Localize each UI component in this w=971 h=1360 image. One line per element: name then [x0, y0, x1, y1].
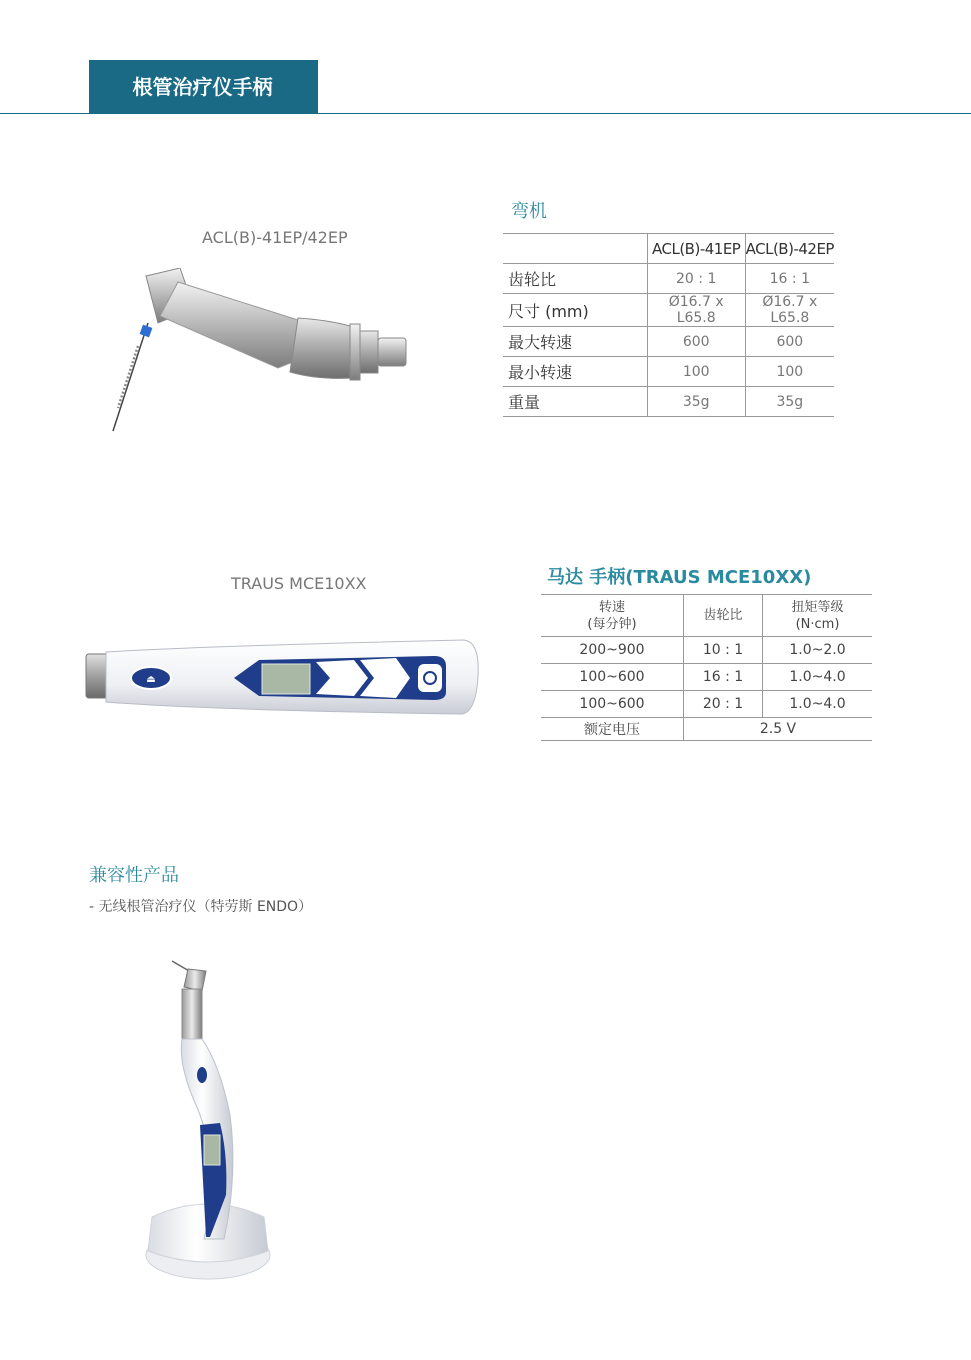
table-row [541, 664, 872, 691]
product1-table-title: 弯机 [511, 201, 547, 222]
table-cell: 100 [745, 357, 834, 387]
table-cell: 1.0~2.0 [763, 637, 873, 664]
motor-spec-table [541, 594, 872, 741]
product2-caption: TRAUS MCE10XX [231, 574, 367, 593]
compatible-item: - 无线根管治疗仪（特劳斯 ENDO） [89, 899, 313, 915]
column-header: ACL(B)-41EP [647, 234, 745, 264]
wireless-endo-device-image [140, 955, 275, 1285]
contra-angle-handpiece-image [108, 268, 413, 438]
torque-header-line2: (N·cm) [795, 616, 840, 632]
column-header [541, 595, 684, 637]
table-row [503, 387, 834, 417]
table-row [541, 718, 872, 741]
table-row [503, 294, 834, 327]
row-label: 最大转速 [503, 327, 647, 357]
table-row [541, 637, 872, 664]
compatible-title: 兼容性产品 [89, 865, 179, 886]
row-label: 重量 [503, 387, 647, 417]
column-header: ACL(B)-42EP [745, 234, 834, 264]
table-row [503, 357, 834, 387]
table-cell: 1.0~4.0 [763, 691, 873, 718]
product1-caption: ACL(B)-41EP/42EP [202, 228, 348, 247]
table-cell: 35g [647, 387, 745, 417]
product2-table-title: 马达 手柄(TRAUS MCE10XX) [547, 567, 812, 588]
row-label: 最小转速 [503, 357, 647, 387]
table-cell: 200~900 [541, 637, 684, 664]
voltage-label: 额定电压 [541, 718, 684, 741]
page-title: 根管治疗仪手柄 [89, 60, 318, 114]
motor-handpiece-image [84, 636, 481, 718]
table-cell: Ø16.7 x L65.8 [647, 294, 745, 327]
table-cell: 20 : 1 [684, 691, 763, 718]
table-row [541, 691, 872, 718]
voltage-value: 2.5 V [684, 718, 873, 741]
header-divider [0, 113, 971, 114]
table-cell: 100~600 [541, 691, 684, 718]
table-cell: 20 : 1 [647, 264, 745, 294]
table-row [541, 595, 872, 637]
table-cell: 1.0~4.0 [763, 664, 873, 691]
speed-header-line1: 转速 [598, 599, 625, 615]
table-row [503, 234, 834, 264]
table-cell: 100 [647, 357, 745, 387]
table-cell: 16 : 1 [684, 664, 763, 691]
table-row [503, 264, 834, 294]
table-cell: 35g [745, 387, 834, 417]
speed-header-line2: (每分钟) [587, 616, 637, 632]
column-header [763, 595, 873, 637]
table-cell: Ø16.7 x L65.8 [745, 294, 834, 327]
column-header: 齿轮比 [684, 595, 763, 637]
table-cell: 600 [647, 327, 745, 357]
row-label: 齿轮比 [503, 264, 647, 294]
table-row [503, 327, 834, 357]
table-cell: 100~600 [541, 664, 684, 691]
table-cell: 10 : 1 [684, 637, 763, 664]
table-cell: 16 : 1 [745, 264, 834, 294]
table-cell: 600 [745, 327, 834, 357]
torque-header-line1: 扭矩等级 [791, 599, 844, 615]
row-label: 尺寸 (mm) [503, 294, 647, 327]
svg-text:⏏: ⏏ [146, 674, 156, 685]
contra-angle-spec-table [503, 233, 834, 417]
